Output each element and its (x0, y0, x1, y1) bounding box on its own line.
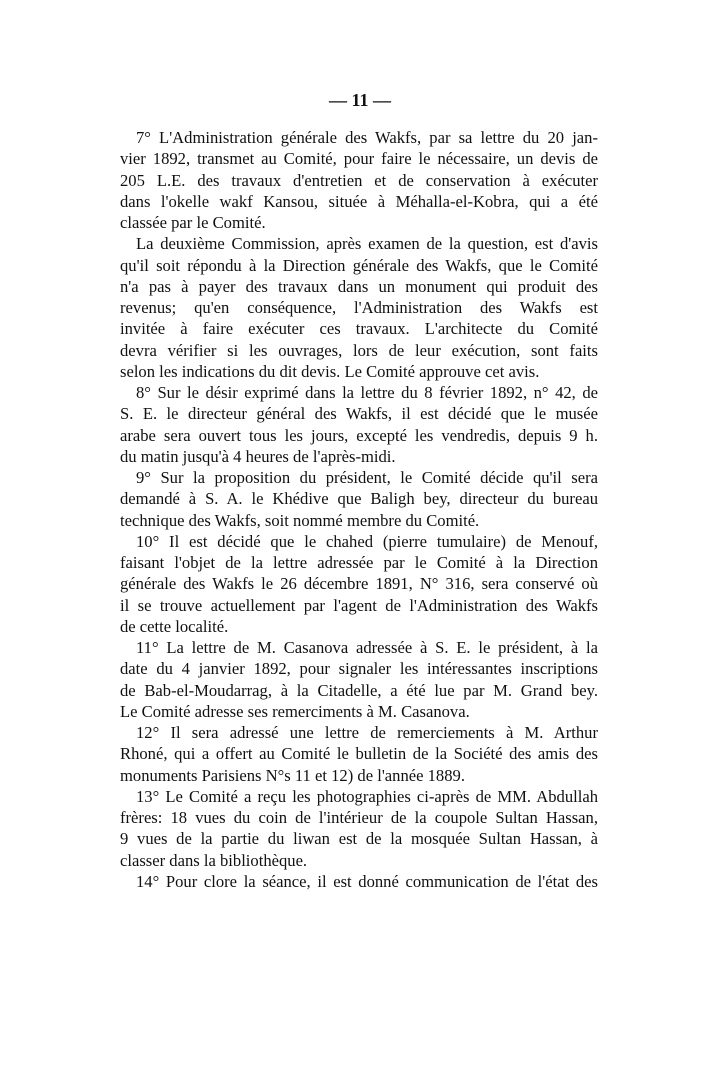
text-line: générale des Wakfs le 26 décembre 1891, N° 316, sera conservé où (120, 574, 598, 594)
text-line: selon les indications du dit devis. Le Comité approuve cet avis. (120, 361, 540, 381)
text-line: 13° Le Comité a reçu les photographies ci-après de MM. Abdullah (136, 786, 598, 806)
text-line: devra vérifier si les ouvrages, lors de leur exécution, sont faits (120, 340, 598, 360)
text-line: classer dans la bibliothèque. (120, 850, 308, 870)
text-line: technique des Wakfs, soit nommé membre du Comité. (120, 510, 480, 530)
text-line: monuments Parisiens N°s 11 et 12) de l'année 1889. (120, 765, 465, 785)
text-line: Le Comité adresse ses remerciments à M. Casanova. (120, 701, 470, 721)
text-line: qu'il soit répondu à la Direction générale des Wakfs, que le Comité (120, 255, 598, 275)
text-line: classée par le Comité. (120, 213, 266, 232)
text-line: vier 1892, transmet au Comité, pour faire le nécessaire, un devis de (120, 149, 598, 169)
text-line: du matin jusqu'à 4 heures de l'après-midi. (120, 446, 396, 466)
text-line: Rhoné, qui a offert au Comité le bulletin de la Société des amis des (120, 744, 598, 764)
text-line: frères: 18 vues du coin de l'intérieur de la coupole Sultan Hassan, (120, 808, 598, 827)
text-line: il se trouve actuellement par l'agent de l'Administration des Wakfs (120, 595, 598, 615)
text-line: 14° Pour clore la séance, il est donné communication de l'état des (136, 871, 598, 891)
text-line: demandé à S. A. le Khédive que Baligh bey, directeur du bureau (120, 489, 598, 509)
text-line: revenus; qu'en conséquence, l'Administration des Wakfs est (120, 298, 598, 317)
body-text (120, 127, 598, 892)
text-line: arabe sera ouvert tous les jours, excepté les vendredis, depuis 9 h. (120, 425, 598, 445)
text-line: La deuxième Commission, après examen de la question, est d'avis (136, 234, 598, 254)
text-line: 8° Sur le désir exprimé dans la lettre du 8 février 1892, n° 42, de (136, 383, 598, 402)
text-line: 9 vues de la partie du liwan est de la mosquée Sultan Hassan, à (120, 829, 598, 849)
text-line: invitée à faire exécuter ces travaux. L'architecte du Comité (120, 319, 598, 339)
text-line: dans l'okelle wakf Kansou, située à Méhalla-el-Kobra, qui a été (120, 191, 598, 211)
text-line: 9° Sur la proposition du président, le Comité décide qu'il sera (136, 468, 598, 487)
page-number: — 11 — (328, 90, 391, 110)
text-line: date du 4 janvier 1892, pour signaler les intéressantes inscriptions (120, 659, 598, 679)
text-line: 10° Il est décidé que le chahed (pierre tumulaire) de Menouf, (136, 531, 598, 551)
text-line: 205 L.E. des travaux d'entretien et de conservation à exécuter (120, 170, 598, 190)
text-line: 12° Il sera adressé une lettre de remerciements à M. Arthur (136, 723, 598, 742)
text-line: S. E. le directeur général des Wakfs, il est décidé que le musée (120, 404, 598, 424)
text-line: 11° La lettre de M. Casanova adressée à S. E. le président, à la (136, 638, 598, 657)
text-line: 7° L'Administration générale des Wakfs, par sa lettre du 20 jan- (136, 128, 598, 147)
text-line: de cette localité. (120, 616, 229, 636)
text-line: n'a pas à payer des travaux dans un monument qui produit des (120, 276, 598, 296)
text-line: faisant l'objet de la lettre adressée par le Comité à la Direction (120, 553, 598, 572)
text-line: de Bab-el-Moudarrag, à la Citadelle, a été lue par M. Grand bey. (120, 680, 598, 700)
